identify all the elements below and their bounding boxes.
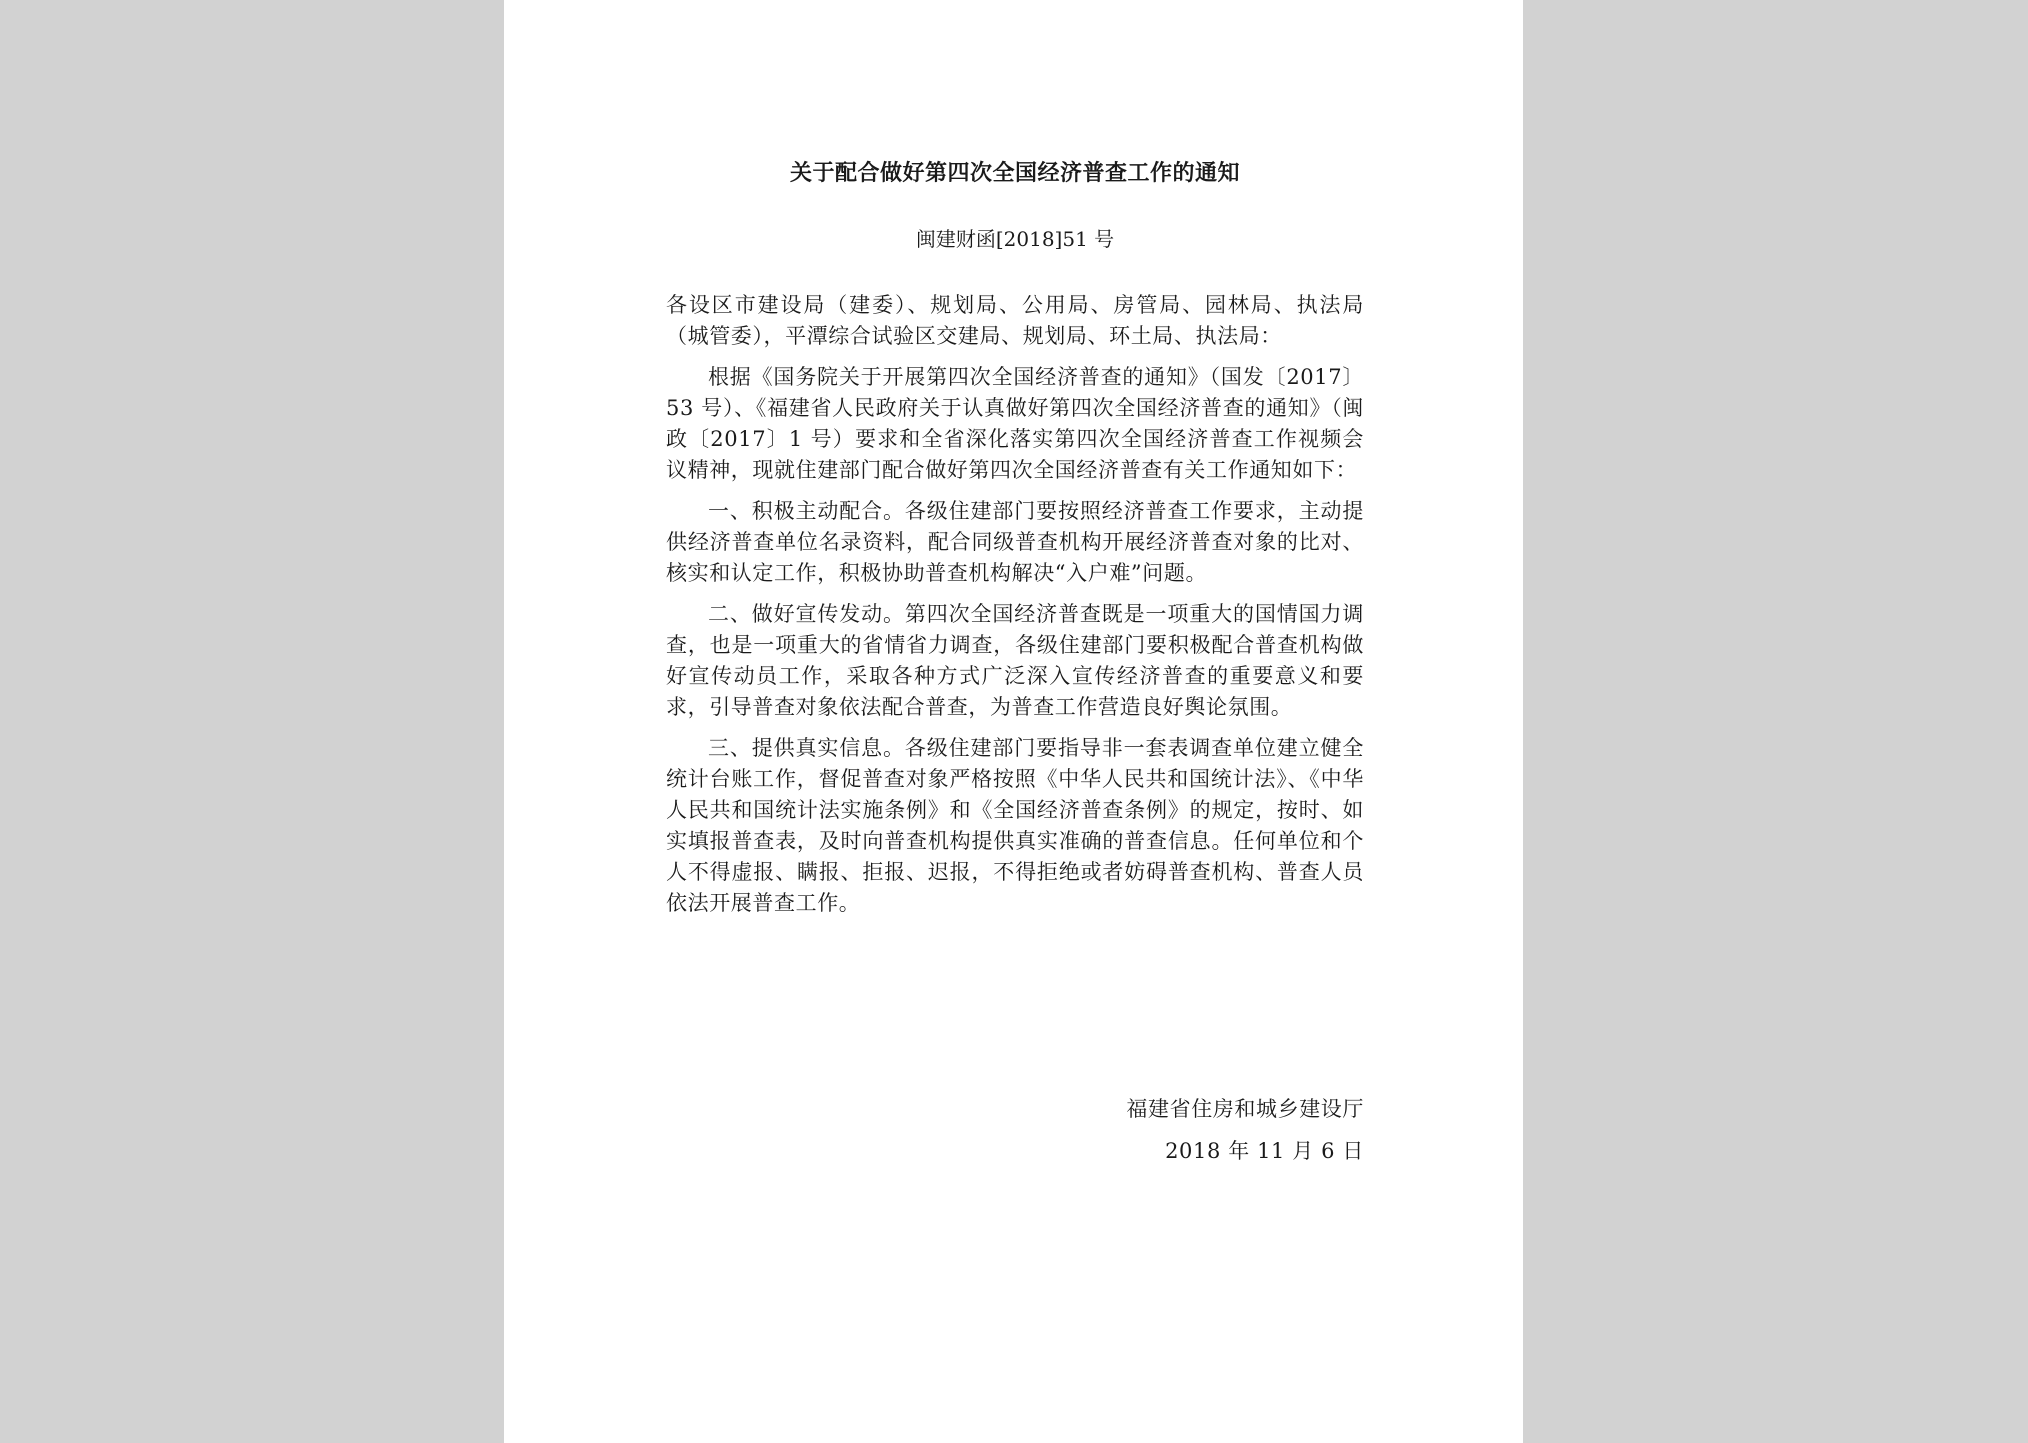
paragraph-intro: 根据《国务院关于开展第四次全国经济普查的通知》（国发〔2017〕53 号）、《福建省人民政府关于认真做好第四次全国经济普查的通知》（闽政〔2017〕1 号）要求和全省深化落实第四次全国经济普查工作视频会议精神，现就住建部门配合做好第四次全国经济普查有关工作通知如下： bbox=[666, 365, 1364, 482]
issuer: 福建省住房和城乡建设厅 bbox=[1126, 1097, 1364, 1121]
document-body bbox=[666, 290, 1364, 929]
addressee: 各设区市建设局（建委）、规划局、公用局、房管局、园林局、执法局（城管委），平潭综合试验区交建局、规划局、环土局、执法局： bbox=[666, 293, 1364, 348]
signature-block bbox=[666, 1088, 1364, 1172]
paragraph-item-2: 二、做好宣传发动。第四次全国经济普查既是一项重大的国情国力调查，也是一项重大的省情省力调查，各级住建部门要积极配合普查机构做好宣传动员工作，采取各种方式广泛深入宣传经济普查的重要意义和要求，引导普查对象依法配合普查，为普查工作营造良好舆论氛围。 bbox=[666, 602, 1364, 719]
document-number: 闽建财函[2018]51 号 bbox=[915, 227, 1115, 251]
paragraph-item-1: 一、积极主动配合。各级住建部门要按照经济普查工作要求，主动提供经济普查单位名录资料，配合同级普查机构开展经济普查对象的比对、核实和认定工作，积极协助普查机构解决“入户难”问题。 bbox=[666, 499, 1364, 585]
paragraph-item-3: 三、提供真实信息。各级住建部门要指导非一套表调查单位建立健全统计台账工作，督促普查对象严格按照《中华人民共和国统计法》、《中华人民共和国统计法实施条例》和《全国经济普查条例》的规定，按时、如实填报普查表，及时向普查机构提供真实准确的普查信息。任何单位和个人不得虚报、瞒报、拒报、迟报，不得拒绝或者妨碍普查机构、普查人员依法开展普查工作。 bbox=[666, 736, 1364, 915]
issue-date: 2018 年 11 月 6 日 bbox=[1165, 1139, 1364, 1163]
document-title: 关于配合做好第四次全国经济普查工作的通知 bbox=[789, 161, 1240, 186]
document-page bbox=[504, 0, 1523, 1443]
